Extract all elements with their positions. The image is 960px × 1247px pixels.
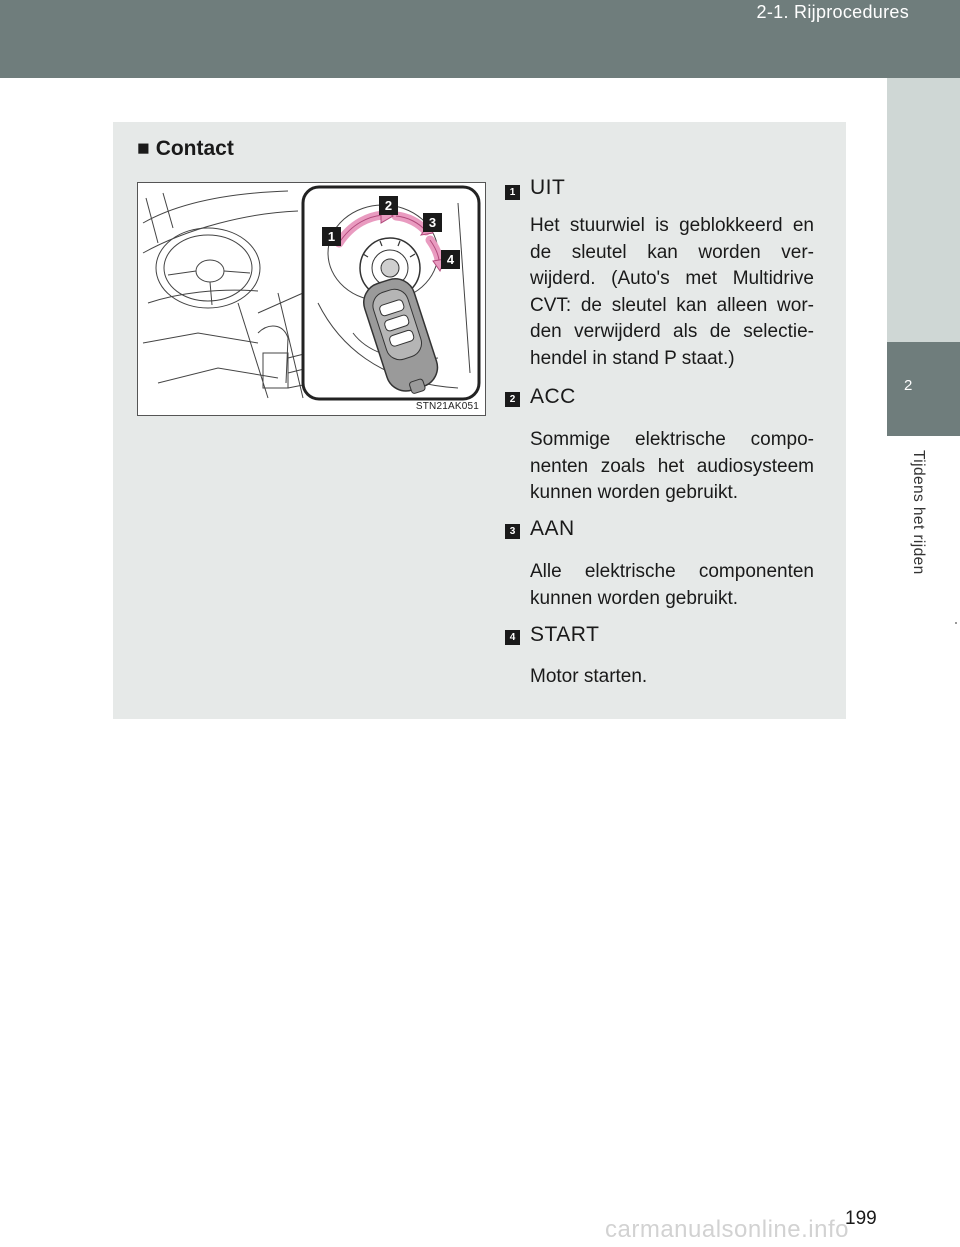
ignition-illustration: [137, 182, 486, 416]
item-number-badge: 1: [505, 185, 520, 200]
item-title-uit: UIT: [530, 176, 566, 199]
margin-dot: [955, 622, 957, 624]
watermark: carmanualsonline.info: [605, 1216, 849, 1243]
item-title-start: START: [530, 623, 600, 646]
ignition-drawing: [138, 183, 484, 414]
figure-code: STN21AK051: [415, 401, 479, 412]
header-bar: [0, 0, 960, 78]
item-title-aan: AAN: [530, 517, 575, 540]
chapter-tab: [887, 342, 960, 436]
callout-4: 4: [446, 252, 455, 267]
callout-2: 2: [384, 198, 393, 213]
item-description-acc: Sommige elektrische compo-nenten zoals het audiosysteem kunnen worden gebruikt.: [530, 429, 814, 503]
chapter-title-area: [887, 436, 960, 676]
item-title-acc: ACC: [530, 385, 576, 408]
item-description-uit: Het stuurwiel is geblokkeerd en de sleutel kan worden ver-wijderd. (Auto's met Multidrive CVT: de sleutel kan alleen wor-den verwijderd als de selectie-hendel in stand P staat.): [530, 215, 814, 369]
section-heading: [137, 137, 234, 161]
item-number-badge: 2: [505, 392, 520, 407]
section-title: 2-1. Rijprocedures: [756, 2, 909, 22]
item-number-badge: 3: [505, 524, 520, 539]
item-description-aan: Alle elektrische componenten kunnen worden gebruikt.: [530, 561, 814, 609]
item-number-badge: 4: [505, 630, 520, 645]
chapter-title: Tijdens het rijden: [910, 450, 927, 575]
section-heading-text: Contact: [155, 137, 234, 160]
callout-3: 3: [428, 215, 437, 230]
chapter-tab-strip: [887, 78, 960, 342]
page-number: 199: [845, 1208, 877, 1229]
square-bullet-icon: ■: [137, 137, 150, 160]
callout-1: 1: [327, 229, 336, 244]
item-description-start: Motor starten.: [530, 666, 648, 687]
chapter-number: 2: [904, 377, 913, 394]
